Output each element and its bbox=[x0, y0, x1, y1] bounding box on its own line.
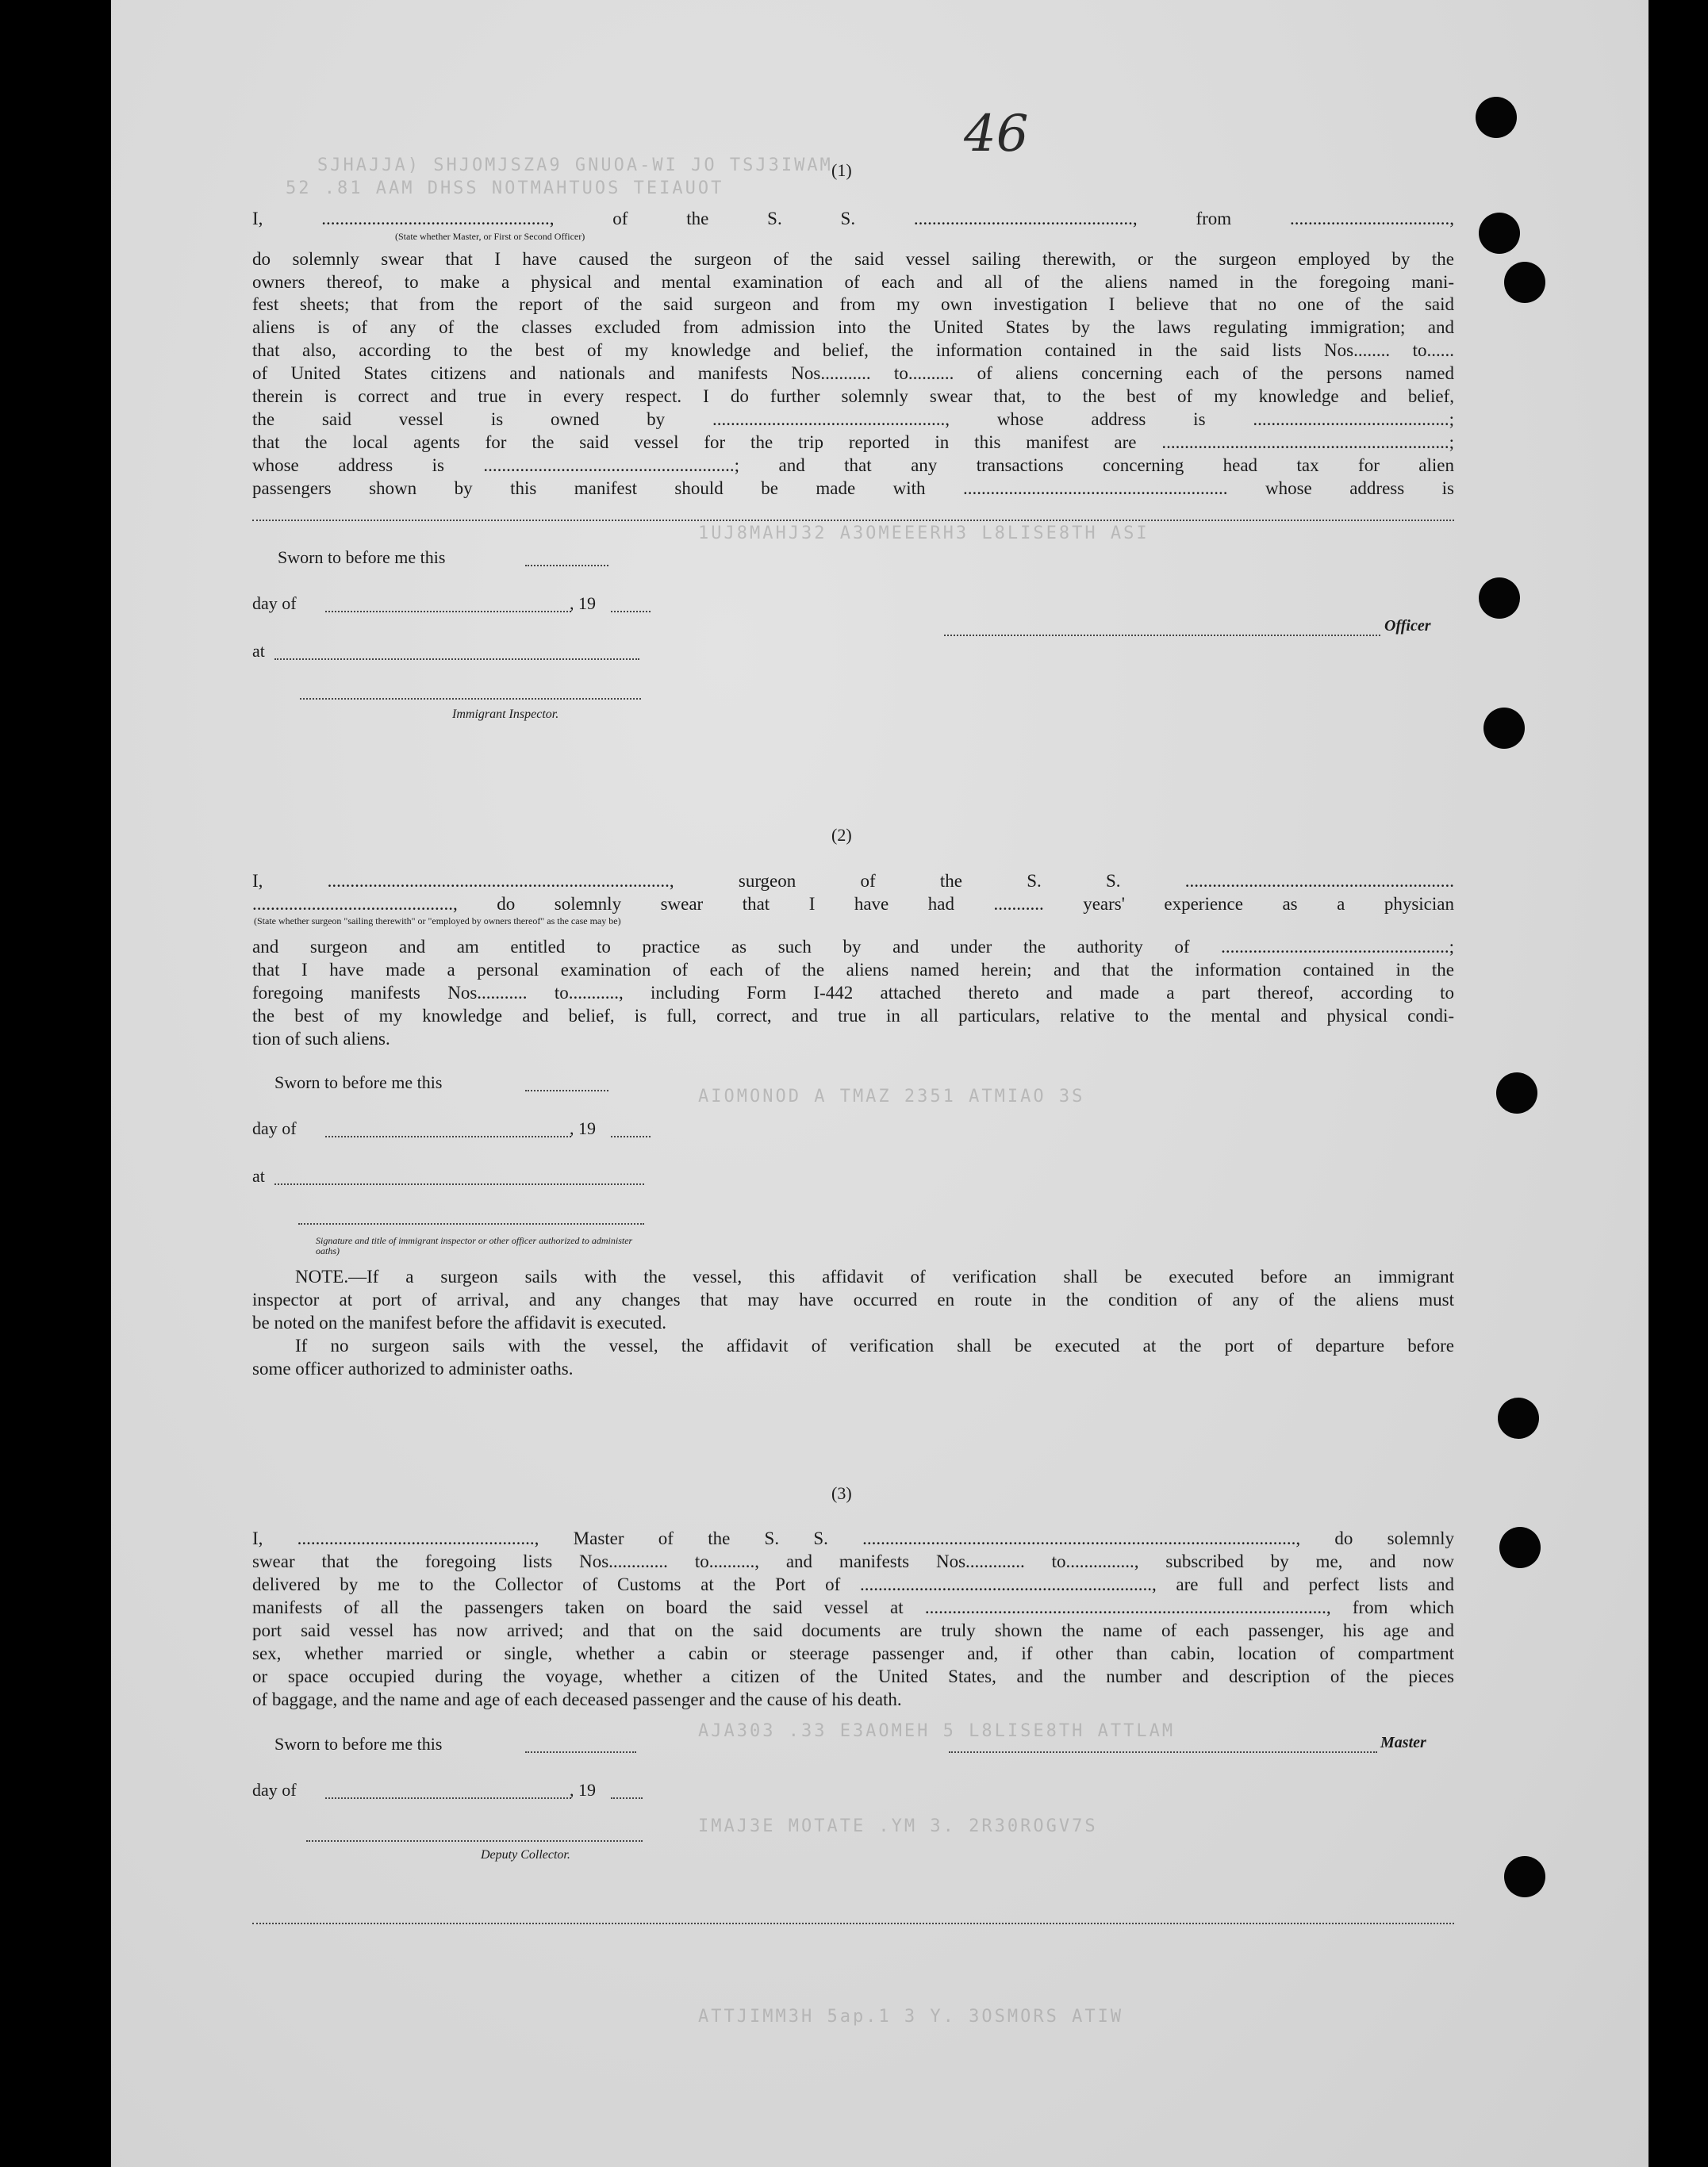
section-1-line: do solemnly swear that I have caused the surgeon of the said vessel sailing therewith, or the surgeon employed by the bbox=[252, 249, 1454, 269]
section-3-line: port said vessel has now arrived; and that on the said documents are truly shown the name of each passenger, his age and bbox=[252, 1620, 1454, 1640]
punch-hole bbox=[1499, 1527, 1541, 1568]
section-1-line: that the local agents for the said vessel for the trip reported in this manifest are ...............................................................; bbox=[252, 432, 1454, 452]
section-2-line: tion of such aliens. bbox=[252, 1029, 390, 1049]
section-3-line: sex, whether married or single, whether a cabin or steerage passenger and, if other than cabin, location of compartment bbox=[252, 1643, 1454, 1663]
signature-line bbox=[944, 635, 1380, 636]
note-line: inspector at port of arrival, and any changes that may have occurred en route in the condition of any of the aliens must bbox=[252, 1290, 1454, 1310]
sworn-label: Sworn to before me this bbox=[278, 547, 446, 567]
day-blank bbox=[325, 611, 571, 612]
inspector-line bbox=[298, 1223, 644, 1225]
section-1-line: therein is correct and true in every respect. I do further solemnly swear that, to the best of my knowledge and belief, bbox=[252, 386, 1454, 406]
master-label: Master bbox=[1380, 1734, 1426, 1751]
at-blank bbox=[274, 1183, 644, 1185]
section-1-line: passengers shown by this manifest should be made with .......................................................... whose address is bbox=[252, 478, 1454, 498]
page-number: 46 bbox=[964, 105, 1029, 163]
section-1-subcaption: (State whether Master, or First or Second Officer) bbox=[395, 231, 585, 242]
section-1-line: of United States citizens and nationals and manifests Nos........... to.......... of aliens concerning each of the persons named bbox=[252, 363, 1454, 383]
officer-label: Officer bbox=[1384, 617, 1431, 635]
section-1-line: the said vessel is owned by ..................................................., whose address is ...........................................; bbox=[252, 409, 1454, 429]
day-of-label: day of bbox=[252, 1780, 297, 1800]
bleed-through-text: 1UJ8MAHJ32 A3OMEEERH3 L8LISE8TH ASI bbox=[698, 524, 1150, 543]
date-blank bbox=[525, 1090, 608, 1091]
bleed-through-text: SJHAJJA) SHJOMJSZA9 GNUOA-WI JO TSJ3IWAM bbox=[317, 155, 833, 175]
date-blank bbox=[525, 565, 608, 566]
sworn-label: Sworn to before me this bbox=[274, 1734, 443, 1754]
note-line: If no surgeon sails with the vessel, the affidavit of verification shall be executed at the port of departure before bbox=[295, 1336, 1454, 1356]
at-label: at bbox=[252, 641, 265, 661]
section-1-line: aliens is of any of the classes excluded from admission into the United States by the laws regulating immigration; and bbox=[252, 317, 1454, 337]
year-blank bbox=[611, 611, 651, 612]
section-2-line: and surgeon and am entitled to practice as such by and under the authority of ..................................................; bbox=[252, 937, 1454, 957]
day-of-label: day of bbox=[252, 1118, 297, 1138]
at-label: at bbox=[252, 1166, 265, 1186]
section-1-line: I, .................................................., of the S. S. ................................................, from ..................................., bbox=[252, 209, 1454, 228]
section-2-line: foregoing manifests Nos........... to..........., including Form I-442 attached thereto and made a part thereof, according to bbox=[252, 983, 1454, 1003]
section-3-line: of baggage, and the name and age of each deceased passenger and the cause of his death. bbox=[252, 1689, 902, 1709]
punch-hole bbox=[1479, 577, 1520, 619]
punch-hole bbox=[1476, 97, 1517, 138]
punch-hole bbox=[1498, 1398, 1539, 1439]
bleed-through-text: AIOMONOD A TMAZ 2351 ATMIAO 3S bbox=[698, 1087, 1085, 1107]
section-1-line: owners thereof, to make a physical and mental examination of each and all of the aliens named in the foregoing mani- bbox=[252, 272, 1454, 292]
section-3-line: delivered by me to the Collector of Customs at the Port of ................................................................, are full and perfect lists and bbox=[252, 1574, 1454, 1594]
year-blank bbox=[611, 1797, 643, 1799]
inspector-caption: Immigrant Inspector. bbox=[452, 708, 559, 721]
punch-hole bbox=[1483, 708, 1525, 749]
section-2-line: that I have made a personal examination of each of the aliens named herein; and that the information contained in the bbox=[252, 960, 1454, 980]
at-blank bbox=[274, 658, 639, 660]
section-1-line: fest sheets; that from the report of the said surgeon and from my own investigation I believe that no one of the said bbox=[252, 294, 1454, 314]
section-3-line: I, ...................................................., Master of the S. S. ..............................................................................................., do solemnly bbox=[252, 1528, 1454, 1548]
bleed-through-text: 52 .81 AAM DHSS NOTMAHTUOS TEIAUOT bbox=[286, 178, 724, 198]
year-blank bbox=[611, 1136, 651, 1137]
section-number: (3) bbox=[831, 1483, 852, 1503]
bleed-through-text: IMAJ3E MOTATE .YM 3. 2R30ROGV7S bbox=[698, 1816, 1098, 1836]
day-of-label: day of bbox=[252, 593, 297, 613]
section-3-line: swear that the foregoing lists Nos............. to.........., and manifests Nos............. to..............., subscribed by me, and now bbox=[252, 1551, 1454, 1571]
date-blank bbox=[525, 1751, 636, 1753]
section-1-line: whose address is .......................................................; and that any transactions concerning head tax for alien bbox=[252, 455, 1454, 475]
punch-hole bbox=[1496, 1072, 1537, 1114]
section-2-line: I, ..........................................................................., surgeon of the S. S. ........................................................... bbox=[252, 871, 1454, 891]
section-2-subcaption: (State whether surgeon "sailing therewith" or "employed by owners thereof" as the case may be) bbox=[254, 915, 621, 926]
section-3-line: or space occupied during the voyage, whether a citizen of the United States, and the number and description of the pieces bbox=[252, 1666, 1454, 1686]
year-label: , 19 bbox=[570, 1780, 596, 1800]
punch-hole bbox=[1479, 213, 1520, 254]
bleed-through-text: AJA303 .33 E3AOMEH 5 L8LISE8TH ATTLAM bbox=[698, 1721, 1176, 1741]
inspector-line bbox=[300, 698, 641, 700]
note-line: NOTE.—If a surgeon sails with the vessel, this affidavit of verification shall be executed before an immigrant bbox=[295, 1267, 1454, 1287]
note-line: be noted on the manifest before the affidavit is executed. bbox=[252, 1313, 666, 1333]
collector-caption: Deputy Collector. bbox=[481, 1848, 570, 1862]
sworn-label: Sworn to before me this bbox=[274, 1072, 443, 1092]
section-1-line: that also, according to the best of my knowledge and belief, the information contained in the said lists Nos........ to...... bbox=[252, 340, 1454, 360]
note-line: some officer authorized to administer oaths. bbox=[252, 1359, 574, 1379]
year-label: , 19 bbox=[570, 593, 596, 613]
section-number: (2) bbox=[831, 825, 852, 845]
section-3-line: manifests of all the passengers taken on board the said vessel at ........................................................................................, from which bbox=[252, 1597, 1454, 1617]
section-number: (1) bbox=[831, 160, 852, 180]
section-2-line: ............................................, do solemnly swear that I have had ........... years' experience as a physician bbox=[252, 894, 1454, 914]
inspector-caption: Signature and title of immigrant inspector or other officer authorized to administer oaths) bbox=[316, 1235, 633, 1256]
year-label: , 19 bbox=[570, 1118, 596, 1138]
punch-hole bbox=[1504, 262, 1545, 303]
blank-line bbox=[252, 520, 1454, 521]
bottom-rule bbox=[252, 1923, 1454, 1924]
section-2-line: the best of my knowledge and belief, is full, correct, and true in all particulars, relative to the mental and physical condi- bbox=[252, 1006, 1454, 1026]
day-blank bbox=[325, 1797, 571, 1799]
collector-line bbox=[306, 1840, 643, 1842]
punch-hole bbox=[1504, 1856, 1545, 1897]
signature-line bbox=[949, 1751, 1377, 1753]
day-blank bbox=[325, 1136, 571, 1137]
bleed-through-text: ATTJIMM3H 5ap.1 3 Y. 3OSMORS ATIW bbox=[698, 2007, 1124, 2027]
